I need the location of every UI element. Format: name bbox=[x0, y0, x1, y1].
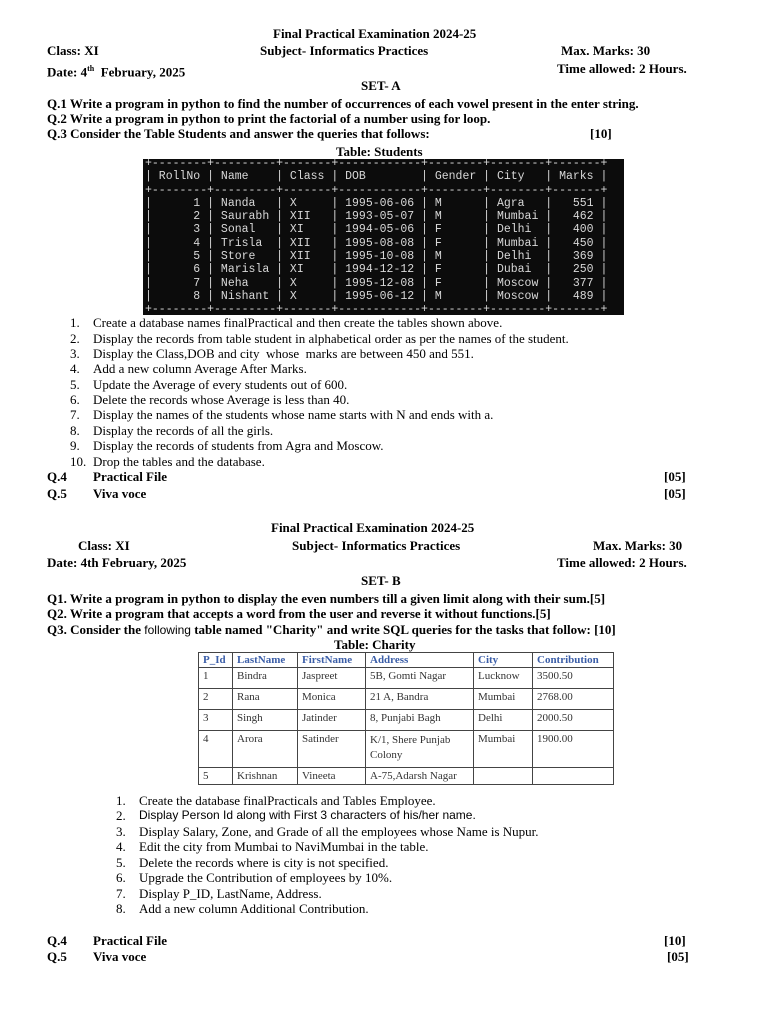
table-cell bbox=[474, 768, 533, 785]
charity-header-cell: P_Id bbox=[199, 653, 233, 668]
table-cell: 1 bbox=[199, 668, 233, 689]
table-cell: Satinder bbox=[298, 731, 366, 768]
set-b-heading: SET- B bbox=[361, 573, 401, 588]
subject-a: Subject- Informatics Practices bbox=[260, 43, 429, 58]
charity-table bbox=[198, 652, 614, 785]
table-cell: Mumbai bbox=[474, 731, 533, 768]
charity-header-cell: Contribution bbox=[533, 653, 614, 668]
question-4-text-a: Practical File bbox=[93, 469, 167, 484]
list-item: 1. Create a database names finalPractical and then create the tables shown above. bbox=[70, 315, 503, 330]
time-b: Time allowed: 2 Hours. bbox=[557, 555, 687, 570]
table-cell: 2 bbox=[199, 689, 233, 710]
table-cell: Bindra bbox=[233, 668, 298, 689]
subject-b: Subject- Informatics Practices bbox=[292, 538, 461, 553]
question-2-b: Q2. Write a program that accepts a word from the user and reverse it without functions.[5] bbox=[47, 606, 551, 621]
table-row bbox=[199, 731, 614, 768]
max-marks-a: Max. Marks: 30 bbox=[561, 43, 651, 58]
question-4-marks-b: [10] bbox=[664, 933, 686, 948]
list-item: 8. Add a new column Additional Contribution. bbox=[116, 901, 369, 916]
question-3-b: Q3. Consider the following table named "Charity" and write SQL queries for the tasks that follow: [10] bbox=[47, 622, 616, 637]
table-row bbox=[199, 689, 614, 710]
class-b: Class: XI bbox=[78, 538, 130, 553]
question-2-a: Q.2 Write a program in python to print the factorial of a number using for loop. bbox=[47, 111, 491, 126]
students-table bbox=[143, 159, 624, 315]
list-item: 4. Edit the city from Mumbai to NaviMumbai in the table. bbox=[116, 839, 429, 854]
table-cell bbox=[533, 768, 614, 785]
table-row bbox=[199, 668, 614, 689]
students-table-title: Table: Students bbox=[336, 144, 423, 159]
question-5-text-a: Viva voce bbox=[93, 486, 147, 501]
question-4-text-b: Practical File bbox=[93, 933, 167, 948]
table-row bbox=[199, 768, 614, 785]
table-cell: Delhi bbox=[474, 710, 533, 731]
table-cell: 5 bbox=[199, 768, 233, 785]
list-item: 6. Upgrade the Contribution of employees by 10%. bbox=[116, 870, 393, 885]
class-a: Class: XI bbox=[47, 43, 99, 58]
table-cell: 1900.00 bbox=[533, 731, 614, 768]
list-item: 2. Display the records from table student in alphabetical order as per the names of the student. bbox=[70, 331, 569, 346]
question-4-marks-a: [05] bbox=[664, 469, 686, 484]
question-4-label-b: Q.4 bbox=[47, 933, 67, 948]
table-cell: A-75,Adarsh Nagar bbox=[366, 768, 474, 785]
set-a-heading: SET- A bbox=[361, 78, 401, 93]
table-cell: 3 bbox=[199, 710, 233, 731]
question-1-b: Q1. Write a program in python to display the even numbers till a given limit along with their sum.[5] bbox=[47, 591, 606, 606]
table-cell: Jaspreet bbox=[298, 668, 366, 689]
table-cell: 3500.50 bbox=[533, 668, 614, 689]
question-3-a: Q.3 Consider the Table Students and answer the queries that follows: bbox=[47, 126, 430, 141]
list-item: 7. Display P_ID, LastName, Address. bbox=[116, 886, 322, 901]
time-a: Time allowed: 2 Hours. bbox=[557, 61, 687, 76]
table-cell: Monica bbox=[298, 689, 366, 710]
charity-header-cell: Address bbox=[366, 653, 474, 668]
list-item: 7. Display the names of the students whose name starts with N and ends with a. bbox=[70, 407, 494, 422]
table-cell: Lucknow bbox=[474, 668, 533, 689]
table-cell: Krishnan bbox=[233, 768, 298, 785]
table-cell: Singh bbox=[233, 710, 298, 731]
exam-title-a: Final Practical Examination 2024-25 bbox=[273, 26, 477, 41]
question-5-label-b: Q.5 bbox=[47, 949, 67, 964]
list-item: 3. Display Salary, Zone, and Grade of all the employees whose Name is Nupur. bbox=[116, 824, 539, 839]
table-cell: 4 bbox=[199, 731, 233, 768]
charity-header-cell: LastName bbox=[233, 653, 298, 668]
table-cell: K/1, Shere Punjab Colony bbox=[366, 731, 474, 768]
list-item: 3. Display the Class,DOB and city whose marks are between 450 and 551. bbox=[70, 346, 474, 361]
table-cell: 2000.50 bbox=[533, 710, 614, 731]
question-5-text-b: Viva voce bbox=[93, 949, 147, 964]
table-cell: 8, Punjabi Bagh bbox=[366, 710, 474, 731]
table-row bbox=[199, 710, 614, 731]
question-1-a: Q.1 Write a program in python to find the number of occurrences of each vowel present in the enter string. bbox=[47, 96, 639, 111]
table-cell: 2768.00 bbox=[533, 689, 614, 710]
list-item: 5. Update the Average of every students out of 600. bbox=[70, 377, 348, 392]
list-item: 8. Display the records of all the girls. bbox=[70, 423, 274, 438]
table-cell: Mumbai bbox=[474, 689, 533, 710]
question-5-marks-b: [05] bbox=[667, 949, 689, 964]
list-item: 5. Delete the records where is city is not specified. bbox=[116, 855, 389, 870]
list-item: 2. Display Person Id along with First 3 characters of his/her name. bbox=[116, 808, 476, 823]
table-cell: Jatinder bbox=[298, 710, 366, 731]
question-4-label-a: Q.4 bbox=[47, 469, 67, 484]
charity-header-row bbox=[199, 653, 614, 668]
students-table-text: +--------+---------+-------+------------+--------+--------+-------+ | RollNo | Name | Class | DOB | Gender | City | Marks | +--------+---------+-------+------------+--------+--------+-------+ | 1 | Nanda | X | 1995-06-06 | M | Agra | 551 | | 2 | Saurabh | XII | 1993-05-07 | M | Mumbai | 462 | | 3 | Sonal | XI | 1994-05-06 | F | Delhi | 400 | | 4 | Trisla | XII | 1995-08-08 | F | Mumbai | 450 | | 5 | Store | XII | 1995-10-08 | M | Delhi | 369 | | 6 | Marisla | XI | 1994-12-12 | F | Dubai | 250 | | 7 | Neha | X | 1995-12-08 | F | Moscow | 377 | | 8 | Nishant | X | 1995-06-12 | M | Moscow | 489 | +--------+---------+-------+------------+--------+--------+-------+ bbox=[145, 157, 608, 317]
question-3-marks-a: [10] bbox=[590, 126, 612, 141]
list-item: 1. Create the database finalPracticals and Tables Employee. bbox=[116, 793, 436, 808]
table-cell: Rana bbox=[233, 689, 298, 710]
list-item: 10. Drop the tables and the database. bbox=[70, 454, 265, 469]
table-cell: 21 A, Bandra bbox=[366, 689, 474, 710]
table-cell: Vineeta bbox=[298, 768, 366, 785]
list-item: 9. Display the records of students from Agra and Moscow. bbox=[70, 438, 384, 453]
max-marks-b: Max. Marks: 30 bbox=[593, 538, 683, 553]
exam-title-b: Final Practical Examination 2024-25 bbox=[271, 520, 475, 535]
charity-header-cell: City bbox=[474, 653, 533, 668]
table-cell: Arora bbox=[233, 731, 298, 768]
date-a: Date: 4th February, 2025 bbox=[47, 64, 186, 80]
question-5-marks-a: [05] bbox=[664, 486, 686, 501]
list-item: 6. Delete the records whose Average is less than 40. bbox=[70, 392, 350, 407]
charity-table-title: Table: Charity bbox=[334, 637, 416, 652]
table-cell: 5B, Gomti Nagar bbox=[366, 668, 474, 689]
charity-header-cell: FirstName bbox=[298, 653, 366, 668]
date-b: Date: 4th February, 2025 bbox=[47, 555, 187, 570]
list-item: 4. Add a new column Average After Marks. bbox=[70, 361, 307, 376]
question-5-label-a: Q.5 bbox=[47, 486, 67, 501]
